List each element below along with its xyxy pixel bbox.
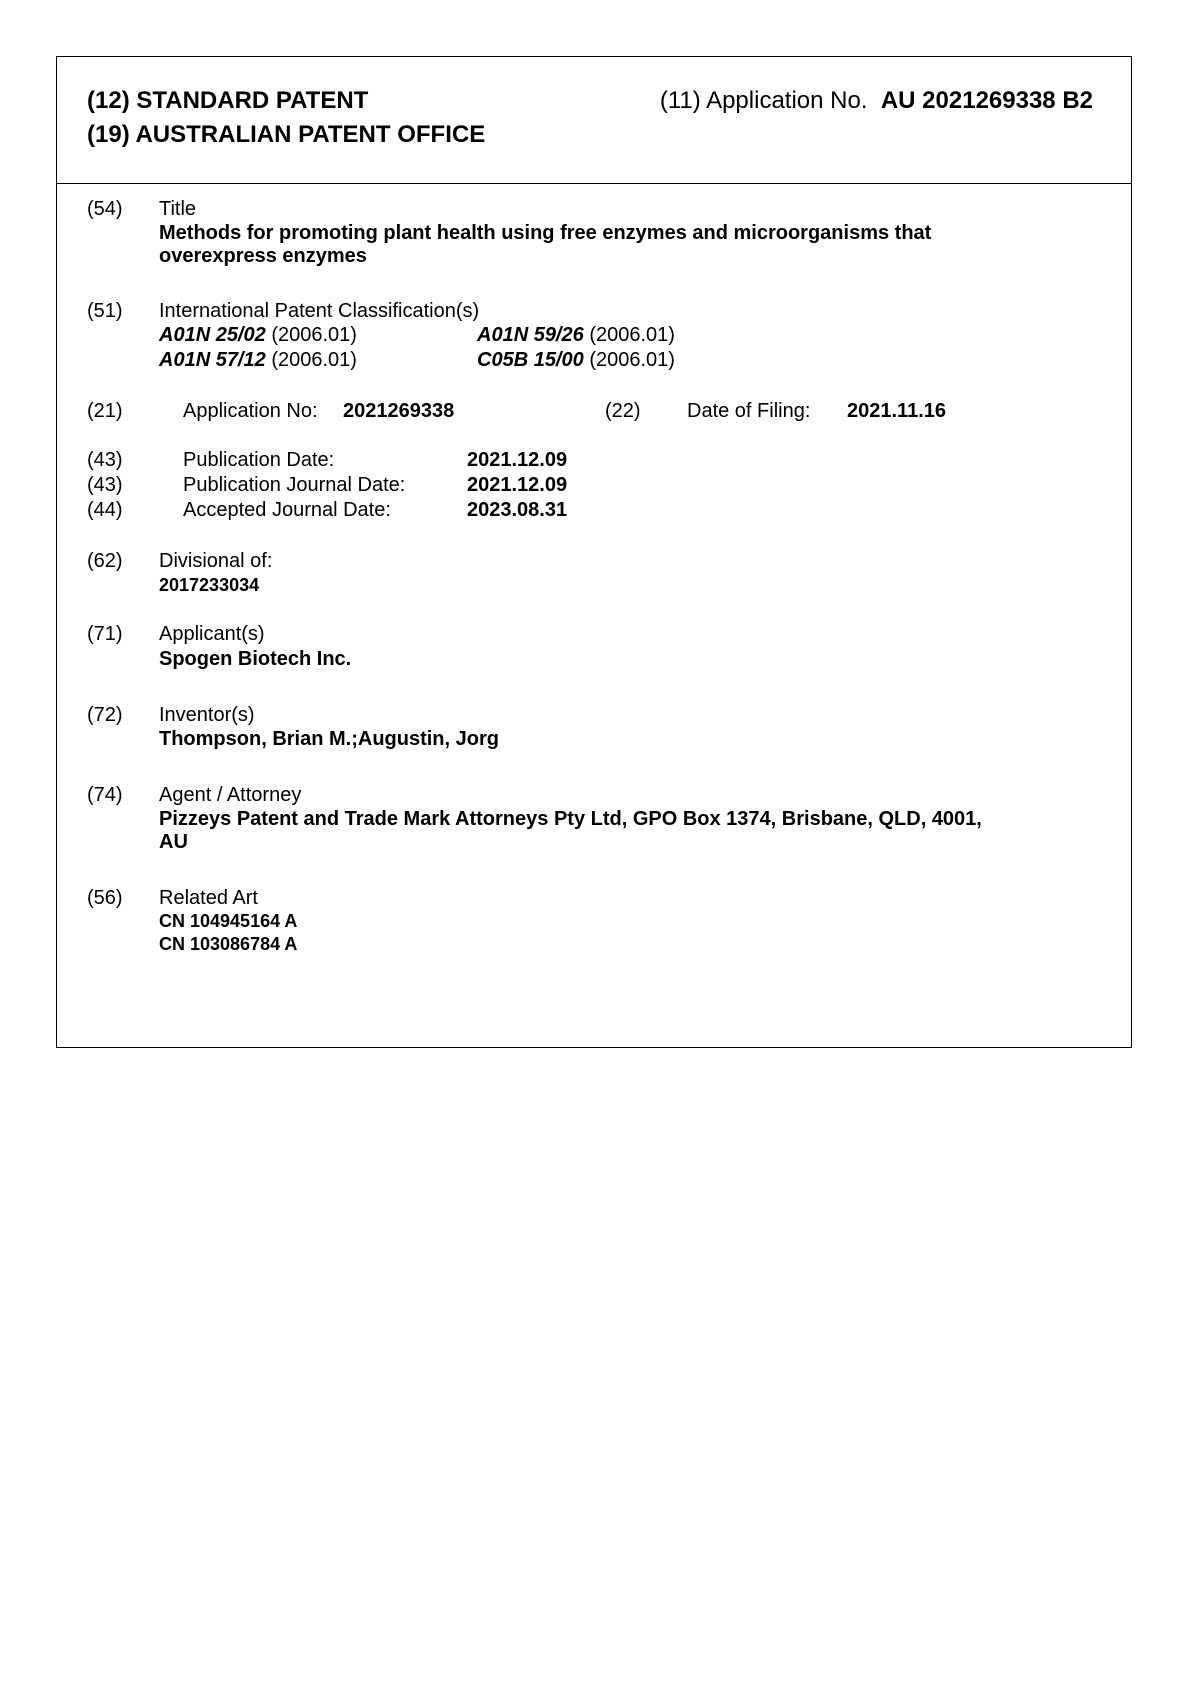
publication-date-value: 2021.12.09 xyxy=(467,449,568,471)
ipc-entry xyxy=(477,322,675,348)
agent-field-label: Agent / Attorney xyxy=(159,784,302,806)
accepted-journal-date-label: Accepted Journal Date: xyxy=(183,499,391,521)
application-field-label: Application No: xyxy=(183,400,318,422)
filing-date-label: Date of Filing: xyxy=(687,400,811,422)
publication-journal-date-label: Publication Journal Date: xyxy=(183,474,406,496)
application-number-header xyxy=(660,87,1093,115)
inventor-field-label: Inventor(s) xyxy=(159,704,255,726)
ipc-date: (2006.01) xyxy=(589,349,675,371)
inventor-field-number: (72) xyxy=(87,704,123,726)
ipc-field-label: International Patent Classification(s) xyxy=(159,300,480,322)
application-number-prefix: (11) Application No. xyxy=(659,87,868,114)
publication-date-number: (43) xyxy=(87,449,123,471)
ipc-field-number: (51) xyxy=(87,300,123,322)
filing-date-field-number: (22) xyxy=(605,400,641,422)
applicant-field-value: Spogen Biotech Inc. xyxy=(159,648,352,670)
inventor-field-value: Thompson, Brian M.;Augustin, Jorg xyxy=(159,728,499,750)
publication-journal-date-number: (43) xyxy=(87,474,123,496)
related-art-field-number: (56) xyxy=(87,887,123,909)
title-value-line1: Methods for promoting plant health using free enzymes and microorganisms that xyxy=(159,222,932,244)
applicant-field-number: (71) xyxy=(87,623,123,645)
ipc-code: A01N 25/02 xyxy=(159,324,266,346)
applicant-field-label: Applicant(s) xyxy=(159,623,265,645)
application-field-value: 2021269338 xyxy=(343,400,455,422)
related-art-item: CN 104945164 A xyxy=(159,911,298,931)
divisional-field-number: (62) xyxy=(87,550,123,572)
accepted-journal-date-value: 2023.08.31 xyxy=(467,499,568,521)
title-field-number: (54) xyxy=(87,198,123,220)
ipc-code: A01N 57/12 xyxy=(159,349,266,371)
patent-header xyxy=(57,57,1131,184)
publication-journal-date-value: 2021.12.09 xyxy=(467,474,568,496)
application-field-number: (21) xyxy=(87,400,123,422)
ipc-entry xyxy=(159,347,357,373)
agent-value-line1: Pizzeys Patent and Trade Mark Attorneys Pty Ltd, GPO Box 1374, Brisbane, QLD, 4001, xyxy=(159,808,982,830)
related-art-item: CN 103086784 A xyxy=(159,934,298,954)
accepted-journal-date-number: (44) xyxy=(87,499,123,521)
title-field-label: Title xyxy=(159,198,197,220)
application-number-value: AU 2021269338 B2 xyxy=(880,87,1093,114)
filing-date-value: 2021.11.16 xyxy=(847,400,946,422)
title-value-line2: overexpress enzymes xyxy=(159,245,367,267)
ipc-entry xyxy=(477,347,675,373)
related-art-field-label: Related Art xyxy=(159,887,258,909)
agent-value-line2: AU xyxy=(159,831,188,853)
ipc-code: C05B 15/00 xyxy=(477,349,584,371)
ipc-entry xyxy=(159,322,357,348)
patent-bibliographic-box xyxy=(56,56,1132,1048)
patent-office: (19) AUSTRALIAN PATENT OFFICE xyxy=(87,121,486,148)
ipc-code: A01N 59/26 xyxy=(477,324,584,346)
ipc-date: (2006.01) xyxy=(271,349,357,371)
ipc-date: (2006.01) xyxy=(589,324,675,346)
ipc-date: (2006.01) xyxy=(271,324,357,346)
agent-field-number: (74) xyxy=(87,784,123,806)
publication-date-label: Publication Date: xyxy=(183,449,335,471)
divisional-field-value: 2017233034 xyxy=(159,575,260,595)
divisional-field-label: Divisional of: xyxy=(159,550,273,572)
patent-kind: (12) STANDARD PATENT xyxy=(87,87,369,114)
